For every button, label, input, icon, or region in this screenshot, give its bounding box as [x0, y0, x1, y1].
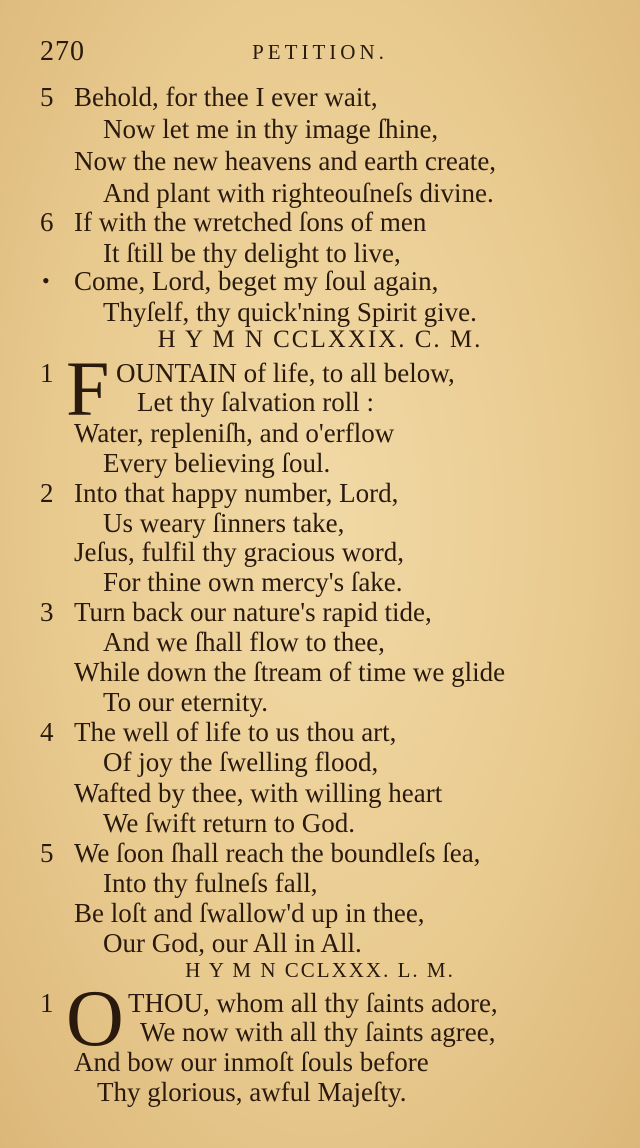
page-number: 270 [40, 36, 85, 67]
verse-line: Us weary ſinners take, [103, 508, 345, 538]
drop-cap: F [66, 345, 110, 432]
verse-line: Every believing ſoul. [103, 448, 331, 478]
verse-line: We now with all thy ſaints agree, [140, 1017, 496, 1047]
verse-line: It ſtill be thy delight to live, [103, 238, 401, 268]
stanza-number: 4 [40, 717, 54, 747]
verse-line: Into that happy number, Lord, [74, 478, 399, 508]
verse-line: And we ſhall flow to thee, [103, 627, 385, 657]
verse-line: While down the ſtream of time we glide [74, 657, 506, 687]
stanza-number: 6 [40, 207, 54, 237]
verse-line: Our God, our All in All. [103, 928, 362, 958]
verse-line: Turn back our nature's rapid tide, [74, 597, 432, 627]
verse-line: Behold, for thee I ever wait, [74, 82, 378, 112]
verse-line: Thyſelf, thy quick'ning Spirit give. [103, 297, 477, 327]
ink-mark: • [42, 268, 50, 293]
drop-cap: O [66, 975, 124, 1063]
verse-line: THOU, whom all thy ſaints adore, [128, 988, 498, 1018]
verse-line: Thy glorious, awful Majeſty. [97, 1077, 407, 1107]
verse-line: We ſoon ſhall reach the boundleſs ſea, [74, 838, 481, 868]
stanza-number: 1 [40, 358, 54, 388]
stanza-number: 5 [40, 838, 54, 868]
verse-line: Jeſus, fulfil thy gracious word, [74, 537, 404, 567]
verse-line: OUNTAIN of life, to all below, [116, 358, 455, 388]
page-header [0, 36, 640, 66]
running-head: PETITION. [252, 40, 388, 64]
verse-line: And plant with righteouſneſs divine. [103, 178, 494, 208]
verse-line: Be loſt and ſwallow'd up in thee, [74, 898, 425, 928]
verse-line: Water, repleniſh, and o'erflow [74, 418, 395, 448]
verse-line: To our eternity. [103, 687, 269, 717]
hymn-title: H Y M N CCLXXIX. C. M. [157, 326, 483, 353]
verse-line: Let thy ſalvation roll : [137, 387, 374, 417]
verse-line: For thine own mercy's ſake. [103, 567, 403, 597]
verse-line: Now let me in thy image ſhine, [103, 114, 439, 144]
verse-line: Into thy fulneſs fall, [103, 868, 318, 898]
stanza-number: 1 [40, 988, 54, 1018]
verse-line: We ſwift return to God. [103, 808, 356, 838]
hymn-title: H Y M N CCLXXX. L. M. [185, 958, 455, 982]
verse-line: If with the wretched ſons of men [74, 207, 427, 237]
stanza-number: 3 [40, 597, 54, 627]
verse-line: Wafted by thee, with willing heart [74, 778, 443, 808]
verse-line: Come, Lord, beget my ſoul again, [74, 266, 439, 296]
stanza-number: 5 [40, 82, 54, 112]
stanza-number: 2 [40, 478, 54, 508]
verse-line: The well of life to us thou art, [74, 717, 397, 747]
verse-line: And bow our inmoſt ſouls before [74, 1047, 429, 1077]
verse-line: Of joy the ſwelling flood, [103, 747, 379, 777]
verse-line: Now the new heavens and earth create, [74, 146, 497, 176]
